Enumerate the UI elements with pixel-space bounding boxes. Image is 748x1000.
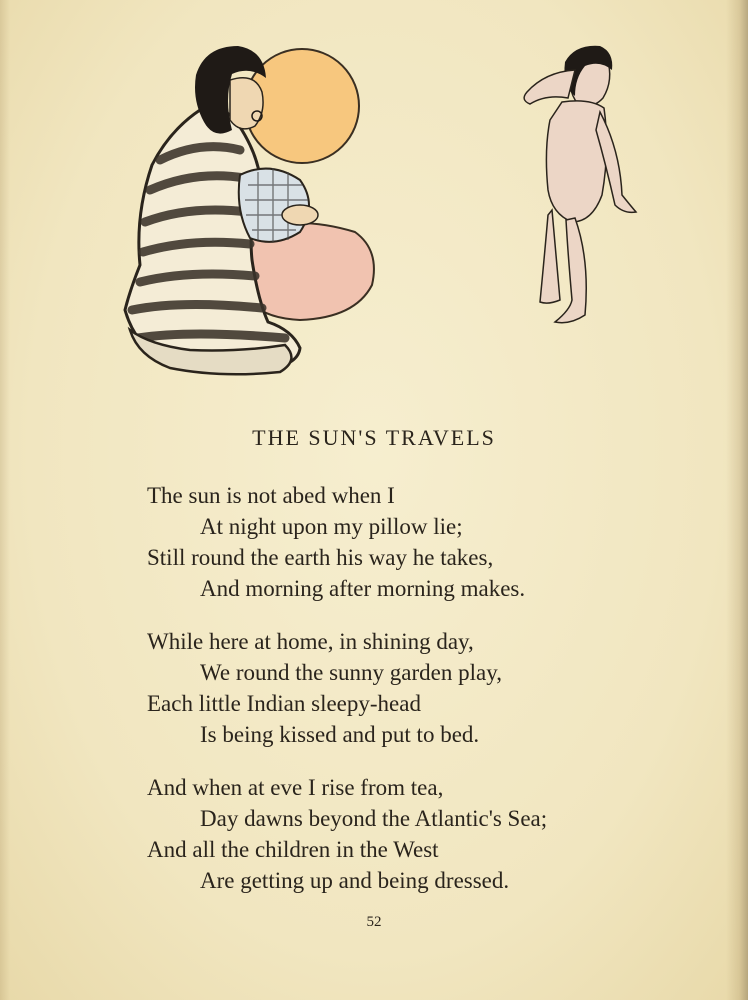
poem-line: While here at home, in shining day, (147, 629, 474, 654)
page-number: 52 (366, 914, 382, 930)
stanza (147, 480, 687, 604)
poem-line: Is being kissed and put to bed. (200, 722, 480, 747)
poem-line: And when at eve I rise from tea, (147, 775, 444, 800)
poem-title: THE SUN'S TRAVELS (252, 425, 496, 450)
poem-line: Each little Indian sleepy-head (147, 691, 421, 716)
poem-line: At night upon my pillow lie; (200, 514, 463, 539)
poem-line: And all the children in the West (147, 837, 439, 862)
poem-line: And morning after morning makes. (200, 576, 526, 601)
poem-body (147, 480, 687, 918)
poem-line: Day dawns beyond the Atlantic's Sea; (200, 806, 548, 831)
poem-line: Are getting up and being dressed. (200, 868, 510, 893)
poem-line: Still round the earth his way he takes, (147, 545, 494, 570)
standing-child-figure (524, 46, 636, 323)
illustration (0, 0, 748, 400)
stanza (147, 772, 687, 896)
poem-line: The sun is not abed when I (147, 483, 395, 508)
poem-line: We round the sunny garden play, (200, 660, 502, 685)
stanza (147, 626, 687, 750)
